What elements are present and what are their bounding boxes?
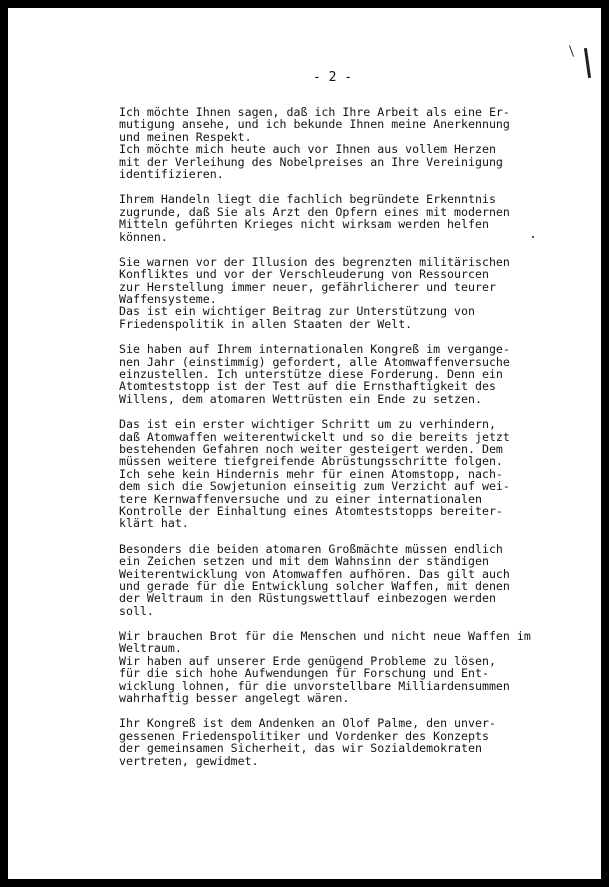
text-line: Willens, dem atomaren Wettrüsten ein Ende zu setzen. <box>119 391 482 406</box>
paragraph <box>119 256 539 330</box>
text-line: dem sich die Sowjetunion einseitig zum Verzicht auf wei- <box>119 479 510 494</box>
text-line: Ihr Kongreß ist dem Andenken an Olof Palme, den unver- <box>119 716 496 731</box>
text-line: Wir haben auf unserer Erde genügend Probleme zu lösen, <box>119 653 496 668</box>
text-line: und meinen Respekt. <box>119 129 252 144</box>
text-line: ein Zeichen setzen und mit dem Wahnsinn der ständigen <box>119 554 489 569</box>
letter-body <box>119 106 539 780</box>
document-page <box>8 8 601 879</box>
text-line: soll. <box>119 603 154 618</box>
paragraph <box>119 717 539 767</box>
text-line: und gerade für die Entwicklung solcher Waffen, mit denen <box>119 578 510 593</box>
text-line: der Weltraum in den Rüstungswettlauf einbezogen werden <box>119 591 496 606</box>
text-line: mit der Verleihung des Nobelpreises an Ihre Vereinigung <box>119 154 503 169</box>
text-line: mutigung ansehe, und ich bekunde Ihnen meine Anerkennung <box>119 117 510 132</box>
text-line: Konfliktes und vor der Verschleuderung von Ressourcen <box>119 267 489 282</box>
paragraph <box>119 418 539 530</box>
paragraph <box>119 630 539 704</box>
text-line: der gemeinsamen Sicherheit, das wir Sozialdemokraten <box>119 741 482 756</box>
text-line: vertreten, gewidmet. <box>119 753 259 768</box>
pen-mark <box>569 45 574 57</box>
text-line: bestehenden Gefahren noch weiter gesteigert werden. Dem <box>119 441 503 456</box>
text-line: Das ist ein erster wichtiger Schritt um zu verhindern, <box>119 417 496 432</box>
page-number: - 2 - <box>312 70 353 85</box>
text-line: daß Atomwaffen weiterentwickelt und so die bereits jetzt <box>119 429 510 444</box>
text-line: wicklung lohnen, für die unvorstellbare Milliardensummen <box>119 678 510 693</box>
paragraph <box>119 106 539 180</box>
text-line: Ich möchte Ihnen sagen, daß ich Ihre Arbeit als eine Er- <box>119 105 510 119</box>
text-line: Weiterentwicklung von Atomwaffen aufhören. Das gilt auch <box>119 566 510 581</box>
text-line: Kontrolle der Einhaltung eines Atomteststopps bereiter- <box>119 503 503 518</box>
text-line: Ich möchte mich heute auch vor Ihnen aus vollem Herzen <box>119 142 496 157</box>
text-line: identifizieren. <box>119 166 224 181</box>
text-line: Waffensysteme. <box>119 292 217 307</box>
text-line: einzustellen. Ich unterstütze diese Forderung. Denn ein <box>119 367 503 382</box>
paragraph <box>119 543 539 617</box>
text-line: Weltraum. <box>119 641 182 656</box>
text-line: Das ist ein wichtiger Beitrag zur Unterstützung von <box>119 304 475 319</box>
text-line: nen Jahr (einstimmig) gefordert, alle Atomwaffenversuche <box>119 354 510 369</box>
paragraph <box>119 193 539 243</box>
text-line: Sie haben auf Ihrem internationalen Kongreß im vergange- <box>119 342 510 357</box>
text-line: Ihrem Handeln liegt die fachlich begründete Erkenntnis <box>119 192 496 207</box>
text-line: für die sich hohe Aufwendungen für Forschung und Ent- <box>119 666 489 681</box>
text-line: Sie warnen vor der Illusion des begrenzten militärischen <box>119 254 510 269</box>
text-line: tere Kernwaffenversuche und zu einer internationalen <box>119 491 482 506</box>
text-line: zur Herstellung immer neuer, gefährlicherer und teurer <box>119 279 496 294</box>
text-line: Wir brauchen Brot für die Menschen und nicht neue Waffen im <box>119 629 531 644</box>
text-line: können. <box>119 229 168 244</box>
text-line: Besonders die beiden atomaren Großmächte müssen endlich <box>119 541 503 556</box>
text-line: gessenen Friedenspolitiker und Vordenker des Konzepts <box>119 728 489 743</box>
text-line: müssen weitere tiefgreifende Abrüstungsschritte folgen. <box>119 454 503 469</box>
text-line: Mitteln geführten Krieges nicht wirksam werden helfen <box>119 217 489 232</box>
text-line: Atomteststopp ist der Test auf die Ernsthaftigkeit des <box>119 379 496 394</box>
paragraph <box>119 343 539 405</box>
text-line: Ich sehe kein Hindernis mehr für einen Atomstopp, nach- <box>119 466 503 481</box>
text-line: zugrunde, daß Sie als Arzt den Opfern eines mit modernen <box>119 204 510 219</box>
text-line: klärt hat. <box>119 516 189 531</box>
text-line: wahrhaftig besser angelegt wären. <box>119 691 350 706</box>
text-line: Friedenspolitik in allen Staaten der Welt. <box>119 316 413 331</box>
